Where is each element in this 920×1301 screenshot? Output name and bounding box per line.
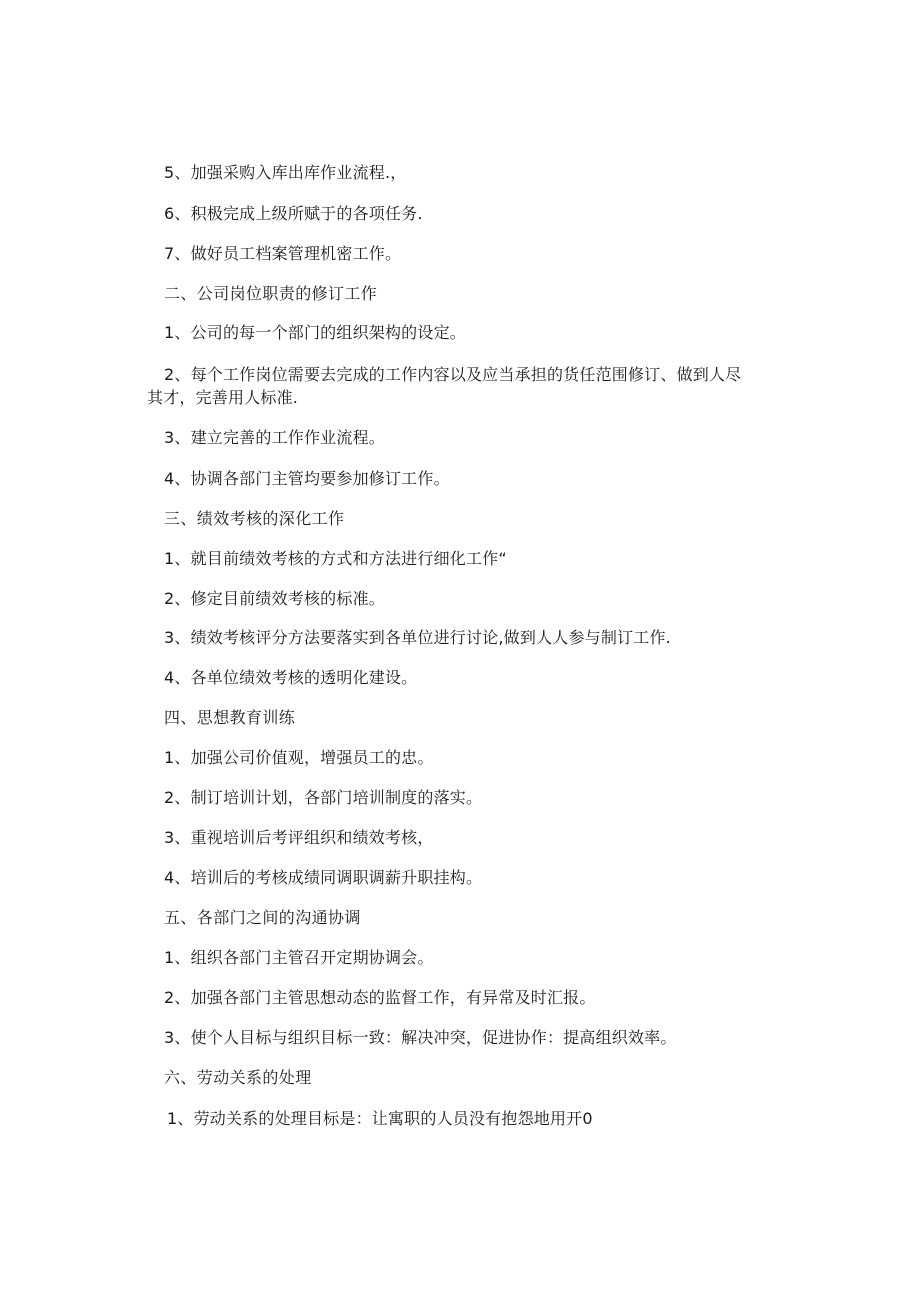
section-5-item-2: 2、加强各部门主管思想动态的监督工作，有异常及时汇报。 [164, 988, 596, 1007]
section-heading-5: 五、各部门之间的沟通协调 [164, 908, 361, 927]
section-2-item-4: 4、协调各部门主管均要参加修订工作。 [164, 469, 450, 488]
section-5-item-3: 3、使个人目标与组织目标一致：解决冲突，促进协作：提高组织效率。 [164, 1028, 677, 1047]
section-heading-4: 四、思想教育训练 [164, 708, 296, 727]
item-5-purchasing-flow: 5、加强采购入库出库作业流程.， [164, 163, 407, 182]
item-6-complete-tasks: 6、积极完成上级所赋于的各项任务. [164, 204, 423, 223]
section-3-item-3: 3、绩效考核评分方法要落实到各单位进行讨论,做到人人参与制订工作. [164, 628, 671, 647]
section-2-item-1: 1、公司的每一个部门的组织架构的设定。 [164, 323, 466, 342]
section-3-item-2: 2、修定目前绩效考核的标准。 [164, 589, 385, 608]
section-2-item-3: 3、建立完善的工作作业流程。 [164, 428, 385, 447]
section-heading-2: 二、公司岗位职责的修订工作 [164, 284, 378, 303]
section-3-item-4: 4、各单位绩效考核的透明化建设。 [164, 668, 418, 687]
section-4-item-3: 3、重视培训后考评组织和绩效考核， [164, 828, 434, 847]
section-2-item-2-continued: 其才，完善用人标准. [147, 388, 299, 407]
section-6-item-1: 1、劳动关系的处理目标是：让寓职的人员没有抱怨地用开0 [167, 1109, 593, 1128]
section-heading-6: 六、劳动关系的处理 [164, 1068, 312, 1087]
section-heading-3: 三、绩效考核的深化工作 [164, 509, 345, 528]
section-4-item-4: 4、培训后的考核成绩同调职调薪升职挂构。 [164, 868, 483, 887]
section-3-item-1: 1、就目前绩效考核的方式和方法进行细化工作“ [164, 549, 507, 568]
item-7-employee-files: 7、做好员工档案管理机密工作。 [164, 244, 402, 263]
section-5-item-1: 1、组织各部门主管召开定期协调会。 [164, 948, 434, 967]
section-4-item-2: 2、制订培训计划，各部门培训制度的落实。 [164, 788, 483, 807]
section-4-item-1: 1、加强公司价值观，增强员工的忠。 [164, 748, 434, 767]
section-2-item-2: 2、每个工作岗位需要去完成的工作内容以及应当承担的货任范围修订、做到人尽 [164, 365, 742, 384]
